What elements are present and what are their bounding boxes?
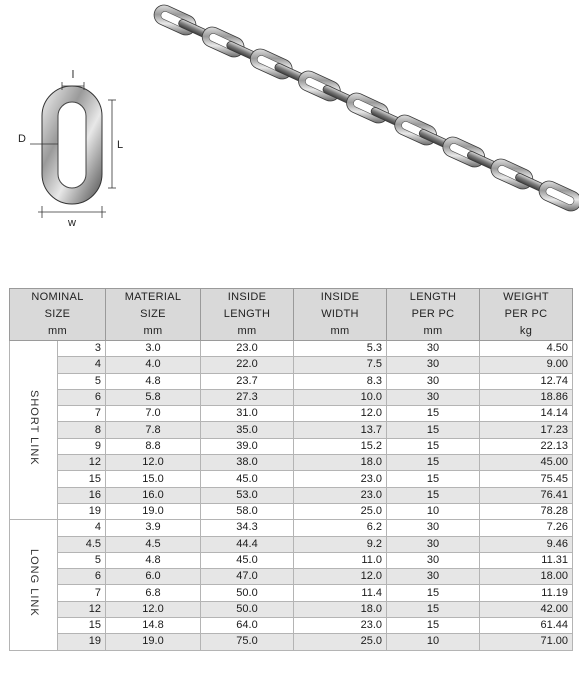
inside-length-cell: 75.0 [201,634,294,650]
material-size-cell: 16.0 [106,487,201,503]
inside-length-cell: 44.4 [201,536,294,552]
chain-link [295,68,343,104]
table-row [10,487,573,503]
chain-link [343,90,391,126]
chain-link [151,2,199,38]
weight-per-pc-cell: 75.45 [480,471,573,487]
col-nominal-size [10,289,106,341]
chain-photo [151,2,579,214]
nominal-size-cell: 8 [58,422,106,438]
material-size-cell: 8.8 [106,438,201,454]
inside-width-cell: 7.5 [294,357,387,373]
nominal-size-cell: 6 [58,569,106,585]
nominal-size-cell: 19 [58,634,106,650]
inside-length-cell: 64.0 [201,618,294,634]
table-row [10,634,573,650]
material-size-cell: 7.0 [106,406,201,422]
col-material-size [106,289,201,341]
nominal-size-cell: 4 [58,357,106,373]
material-size-cell: 6.8 [106,585,201,601]
nominal-size-cell: 19 [58,503,106,519]
inside-width-cell: 25.0 [294,503,387,519]
dim-label-l: l [71,69,75,81]
inside-width-cell: 10.0 [294,389,387,405]
inside-length-cell: 27.3 [201,389,294,405]
table-header [10,289,573,341]
inside-length-cell: 50.0 [201,585,294,601]
length-per-pc-cell: 15 [387,618,480,634]
material-size-cell: 19.0 [106,634,201,650]
nominal-size-cell: 4 [58,520,106,536]
nominal-size-cell: 15 [58,618,106,634]
inside-width-cell: 5.3 [294,341,387,357]
length-per-pc-cell: 30 [387,341,480,357]
length-per-pc-cell: 15 [387,438,480,454]
inside-width-cell: 18.0 [294,455,387,471]
table-row [10,422,573,438]
table-row [10,455,573,471]
material-size-cell: 4.8 [106,552,201,568]
weight-per-pc-cell: 18.00 [480,569,573,585]
length-per-pc-cell: 30 [387,373,480,389]
length-per-pc-cell: 15 [387,471,480,487]
nominal-size-cell: 5 [58,373,106,389]
weight-per-pc-cell: 9.00 [480,357,573,373]
inside-length-cell: 39.0 [201,438,294,454]
nominal-size-cell: 5 [58,552,106,568]
table-row [10,536,573,552]
table-body [10,341,573,651]
header-line: WIDTH [321,308,359,320]
inside-width-cell: 6.2 [294,520,387,536]
weight-per-pc-cell: 14.14 [480,406,573,422]
inside-width-cell: 23.0 [294,471,387,487]
dim-label-length: L [116,139,124,151]
inside-length-cell: 45.0 [201,471,294,487]
inside-width-cell: 15.2 [294,438,387,454]
header-line: PER PC [411,308,455,320]
inside-width-cell: 11.4 [294,585,387,601]
col-inside-width [294,289,387,341]
material-size-cell: 12.0 [106,601,201,617]
header-line: NOMINAL [31,291,84,303]
header-line: WEIGHT [503,291,549,303]
material-size-cell: 7.8 [106,422,201,438]
group-label-cell [10,341,58,520]
length-per-pc-cell: 30 [387,536,480,552]
inside-length-cell: 47.0 [201,569,294,585]
header-line: SIZE [44,308,71,320]
header-line: mm [330,325,350,337]
chain-link [440,134,488,170]
col-length-per-pc [387,289,480,341]
table-row [10,601,573,617]
nominal-size-cell: 6 [58,389,106,405]
length-per-pc-cell: 30 [387,389,480,405]
length-per-pc-cell: 15 [387,487,480,503]
table-row [10,569,573,585]
inside-length-cell: 35.0 [201,422,294,438]
nominal-size-cell: 7 [58,406,106,422]
table-row [10,520,573,536]
dim-label-w: w [68,217,76,229]
header-line: MATERIAL [124,291,182,303]
table-row [10,503,573,519]
header-line: INSIDE [227,291,267,303]
chain-spec-table [9,288,573,651]
weight-per-pc-cell: 11.31 [480,552,573,568]
table-row [10,373,573,389]
header-line: mm [237,325,257,337]
inside-width-cell: 25.0 [294,634,387,650]
table-row [10,389,573,405]
material-size-cell: 4.5 [106,536,201,552]
group-label: SHORT LINK [28,389,40,466]
material-size-cell: 4.8 [106,373,201,389]
header-line: mm [48,325,67,337]
nominal-size-cell: 12 [58,455,106,471]
weight-per-pc-cell: 22.13 [480,438,573,454]
inside-width-cell: 13.7 [294,422,387,438]
weight-per-pc-cell: 11.19 [480,585,573,601]
length-per-pc-cell: 10 [387,634,480,650]
inside-width-cell: 11.0 [294,552,387,568]
inside-length-cell: 38.0 [201,455,294,471]
col-weight-per-pc [480,289,573,341]
chain-link [488,156,536,192]
header-line: PER PC [504,308,548,320]
length-per-pc-cell: 15 [387,585,480,601]
table-row [10,618,573,634]
header-line: INSIDE [320,291,360,303]
inside-width-cell: 9.2 [294,536,387,552]
material-size-cell: 14.8 [106,618,201,634]
inside-width-cell: 23.0 [294,487,387,503]
nominal-size-cell: 12 [58,601,106,617]
length-per-pc-cell: 15 [387,406,480,422]
length-per-pc-cell: 30 [387,569,480,585]
weight-per-pc-cell: 71.00 [480,634,573,650]
inside-length-cell: 34.3 [201,520,294,536]
length-per-pc-cell: 15 [387,455,480,471]
weight-per-pc-cell: 61.44 [480,618,573,634]
table-row [10,438,573,454]
table-row [10,552,573,568]
weight-per-pc-cell: 12.74 [480,373,573,389]
nominal-size-cell: 3 [58,341,106,357]
product-illustration [0,0,579,280]
inside-length-cell: 23.7 [201,373,294,389]
header-line: SIZE [140,308,166,320]
weight-per-pc-cell: 7.26 [480,520,573,536]
inside-width-cell: 23.0 [294,618,387,634]
inside-width-cell: 12.0 [294,569,387,585]
weight-per-pc-cell: 78.28 [480,503,573,519]
inside-length-cell: 31.0 [201,406,294,422]
material-size-cell: 19.0 [106,503,201,519]
nominal-size-cell: 4.5 [58,536,106,552]
weight-per-pc-cell: 4.50 [480,341,573,357]
weight-per-pc-cell: 76.41 [480,487,573,503]
length-per-pc-cell: 30 [387,357,480,373]
table-row [10,357,573,373]
weight-per-pc-cell: 45.00 [480,455,573,471]
material-size-cell: 5.8 [106,389,201,405]
weight-per-pc-cell: 17.23 [480,422,573,438]
inside-width-cell: 8.3 [294,373,387,389]
header-line: LENGTH [223,308,271,320]
header-line: mm [143,325,163,337]
material-size-cell: 3.0 [106,341,201,357]
chain-link [247,46,295,82]
material-size-cell: 3.9 [106,520,201,536]
weight-per-pc-cell: 18.86 [480,389,573,405]
inside-length-cell: 23.0 [201,341,294,357]
table-row [10,406,573,422]
link-diagram [18,69,123,229]
inside-length-cell: 22.0 [201,357,294,373]
inside-length-cell: 50.0 [201,601,294,617]
length-per-pc-cell: 30 [387,552,480,568]
header-line: kg [519,325,533,337]
material-size-cell: 4.0 [106,357,201,373]
chain-link [391,112,439,148]
col-inside-length [201,289,294,341]
table-row [10,471,573,487]
material-size-cell: 12.0 [106,455,201,471]
inside-length-cell: 45.0 [201,552,294,568]
length-per-pc-cell: 30 [387,520,480,536]
table-row [10,341,573,357]
material-size-cell: 15.0 [106,471,201,487]
material-size-cell: 6.0 [106,569,201,585]
nominal-size-cell: 16 [58,487,106,503]
header-line: LENGTH [409,291,457,303]
nominal-size-cell: 15 [58,471,106,487]
header-line: mm [423,325,443,337]
inside-width-cell: 18.0 [294,601,387,617]
chain-figure [0,0,579,280]
inside-width-cell: 12.0 [294,406,387,422]
weight-per-pc-cell: 42.00 [480,601,573,617]
length-per-pc-cell: 15 [387,601,480,617]
group-label-cell [10,520,58,650]
nominal-size-cell: 9 [58,438,106,454]
group-label: LONG LINK [28,548,40,617]
weight-per-pc-cell: 9.46 [480,536,573,552]
table-row [10,585,573,601]
chain-link [536,178,579,214]
length-per-pc-cell: 15 [387,422,480,438]
inside-length-cell: 53.0 [201,487,294,503]
inside-length-cell: 58.0 [201,503,294,519]
length-per-pc-cell: 10 [387,503,480,519]
chain-link [199,24,247,60]
dim-label-d: D [18,133,26,145]
nominal-size-cell: 7 [58,585,106,601]
